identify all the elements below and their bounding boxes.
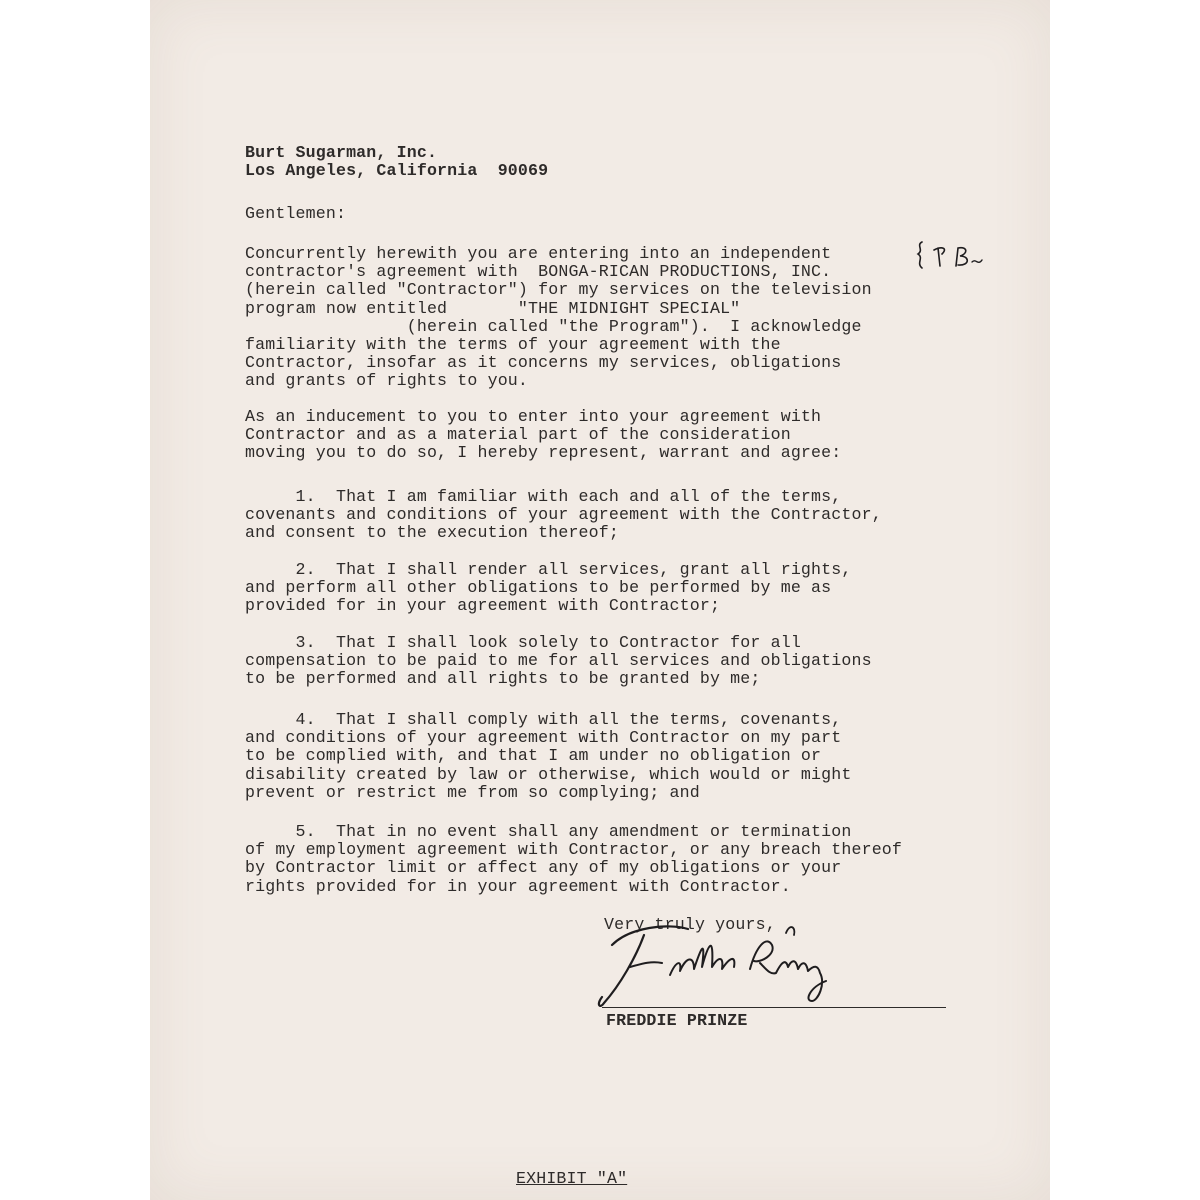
clause-4 <box>245 711 965 802</box>
signer-name: FREDDIE PRINZE <box>606 1011 748 1030</box>
clause-line: of my employment agreement with Contractor, or any breach thereof <box>245 840 903 860</box>
exhibit-label: EXHIBIT "A" <box>516 1169 628 1188</box>
clause-line: 2. That I shall render all services, grant all rights, <box>245 560 852 579</box>
clause-line: disability created by law or otherwise, which would or might <box>245 764 852 784</box>
paragraph-1-line: program now entitled "THE MIDNIGHT SPECIAL" <box>245 298 741 318</box>
clause-line: 4. That I shall comply with all the terms, covenants, <box>245 710 842 729</box>
clause-line: rights provided for in your agreement with Contractor. <box>245 876 791 896</box>
clause-5 <box>245 823 965 896</box>
clause-2 <box>245 561 965 616</box>
paragraph-1-line: contractor's agreement with BONGA-RICAN PRODUCTIONS, INC. <box>245 262 832 282</box>
margin-initials-mark <box>912 236 992 280</box>
paragraph-1-line: familiarity with the terms of your agreement with the <box>245 335 781 355</box>
paragraph-2-line: Contractor and as a material part of the consideration <box>245 425 791 445</box>
paragraph-1 <box>245 245 965 391</box>
clause-line: 5. That in no event shall any amendment or termination <box>245 822 852 841</box>
clause-line: prevent or restrict me from so complying; and <box>245 782 700 802</box>
clause-3 <box>245 634 965 689</box>
clause-line: and perform all other obligations to be performed by me as <box>245 578 832 598</box>
paragraph-1-line: (herein called "the Program"). I acknowledge <box>245 316 862 336</box>
recipient-line-2: Los Angeles, California 90069 <box>245 161 549 181</box>
clause-line: 1. That I am familiar with each and all of the terms, <box>245 487 842 506</box>
paragraph-1-line: Concurrently herewith you are entering into an independent <box>245 244 832 263</box>
clause-line: provided for in your agreement with Contractor; <box>245 596 721 616</box>
clause-1 <box>245 488 965 543</box>
paragraph-2 <box>245 408 965 463</box>
clause-line: and consent to the execution thereof; <box>245 523 619 543</box>
recipient-line-1: Burt Sugarman, Inc. <box>245 143 438 162</box>
clause-line: to be performed and all rights to be granted by me; <box>245 669 761 689</box>
paragraph-1-line: and grants of rights to you. <box>245 371 529 391</box>
paragraph-2-line: moving you to do so, I hereby represent, warrant and agree: <box>245 443 842 463</box>
recipient-address <box>245 144 965 180</box>
closing: Very truly yours, <box>604 915 776 934</box>
clause-line: compensation to be paid to me for all services and obligations <box>245 651 872 671</box>
paragraph-2-line: As an inducement to you to enter into your agreement with <box>245 407 822 426</box>
salutation: Gentlemen: <box>245 204 347 223</box>
clause-line: 3. That I shall look solely to Contractor for all <box>245 633 801 652</box>
clause-line: covenants and conditions of your agreement with the Contractor, <box>245 505 882 525</box>
clause-line: by Contractor limit or affect any of my obligations or your <box>245 858 842 878</box>
signature-line <box>602 1007 946 1008</box>
clause-line: and conditions of your agreement with Contractor on my part <box>245 728 842 748</box>
clause-line: to be complied with, and that I am under no obligation or <box>245 746 822 766</box>
paragraph-1-line: (herein called "Contractor") for my services on the television <box>245 280 872 300</box>
signature-mark <box>590 905 860 1020</box>
paragraph-1-line: Contractor, insofar as it concerns my services, obligations <box>245 353 842 373</box>
